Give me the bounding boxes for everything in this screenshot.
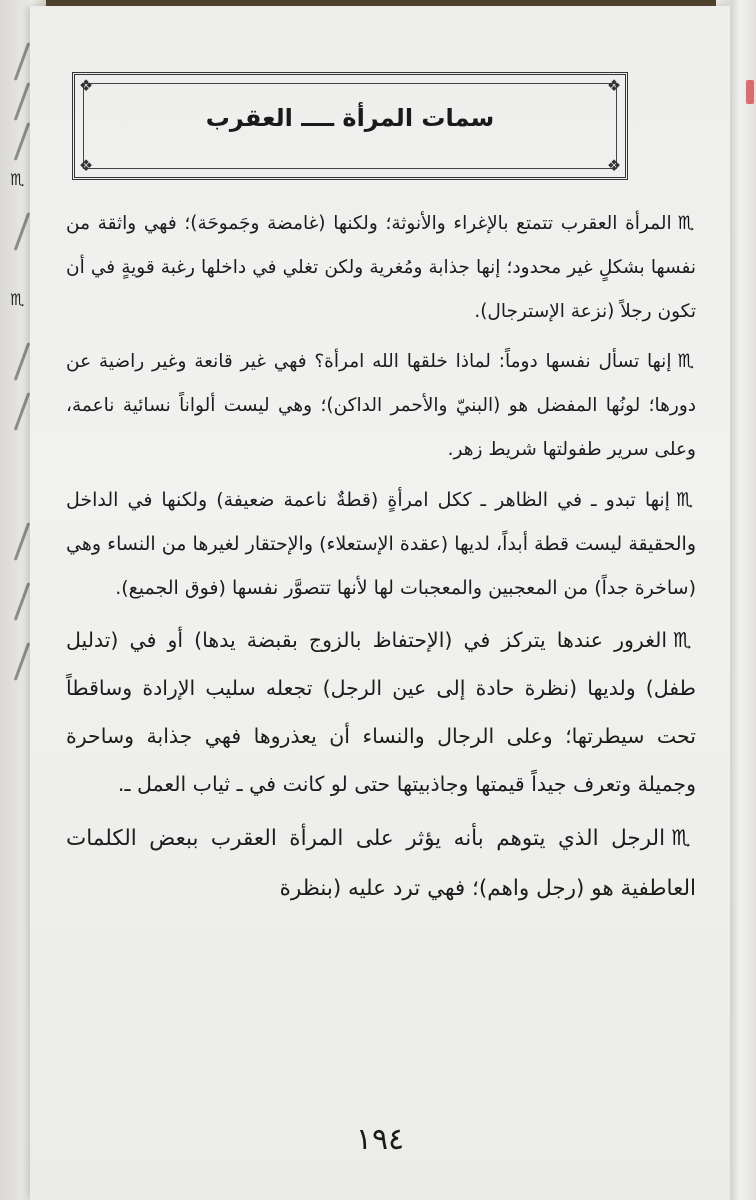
facing-page-scorpio-symbol: ♏ (10, 290, 25, 309)
paragraph-text: إنها تسأل نفسها دوماً: لماذا خلقها الله امرأة؟ فهي غير قانعة وغير راضية عن دورها؛ لونُها المفضل هو (البنيّ والأحمر الداكن)؛ وهي ليست ألواناً نسائية ناعمة، وعلى سرير طفولتها شريط زهر. (66, 351, 696, 460)
scorpio-icon: ♏ (675, 489, 696, 511)
paragraph (66, 340, 696, 472)
ornament-icon: ❖ (606, 156, 622, 175)
ornament-icon: ❖ (78, 76, 94, 95)
paragraph-text: إنها تبدو ـ في الظاهر ـ ككل امرأةٍ (قطةٌ ناعمة ضعيفة) ولكنها في الداخل والحقيقة ليست قطة أبداً، لديها (عقدة الإستعلاء) والإحتقار لغيرها من النساء وهي (ساخرة جداً) من المعجبين والمعجبات لها لأنها تتصوَّر نفسها (فوق الجميع). (66, 489, 696, 599)
paragraph-text: الغرور عندها يتركز في (الإحتفاظ بالزوج بقبضة يدها) أو في (تدليل طفل) ولديها (نظرة حادة إلى عين الرجل) تجعله سليب الإرادة وساقطاً تحت سيطرتها؛ وعلى الرجال والنساء أن يعذروها فهي جذابة وساحرة وجميلة وتعرف جيداً قيمتها وجاذبيتها حتى لو كانت في ـ ثياب العمل ـ. (66, 628, 696, 796)
scorpio-icon: ♏ (671, 826, 697, 851)
scorpio-icon: ♏ (673, 628, 696, 652)
ornament-icon: ❖ (78, 156, 94, 175)
book-page (30, 6, 730, 1200)
paragraph (66, 814, 696, 914)
facing-page-scorpio-symbol: ♏ (10, 170, 25, 189)
scorpio-icon: ♏ (677, 213, 697, 234)
paragraph (66, 202, 696, 334)
red-page-mark (746, 80, 754, 104)
paragraph-text: المرأة العقرب تتمتع بالإغراء والأنوثة؛ ولكنها (غامضة وجَموحَة)؛ فهي واثقة من نفسها بشكلٍ غير محدود؛ إنها جذابة ومُغرية ولكن تغلي في داخلها رغبة قويةٍ في أن تكون رجلاً (نزعة الإسترجال). (66, 213, 696, 322)
paragraph-text: الرجل الذي يتوهم بأنه يؤثر على المرأة العقرب ببعض الكلمات العاطفية هو (رجل واهم)؛ فهي ترد عليه (بنظرة (66, 826, 696, 901)
ornament-icon: ❖ (606, 76, 622, 95)
title-frame (72, 72, 628, 180)
chapter-title: سمات المرأة ــــ العقرب (205, 104, 495, 132)
body-text (66, 202, 696, 920)
scorpio-icon: ♏ (677, 351, 696, 372)
page-number: ١٩٤ (355, 1122, 405, 1157)
paragraph (66, 478, 696, 610)
paragraph (66, 616, 696, 808)
